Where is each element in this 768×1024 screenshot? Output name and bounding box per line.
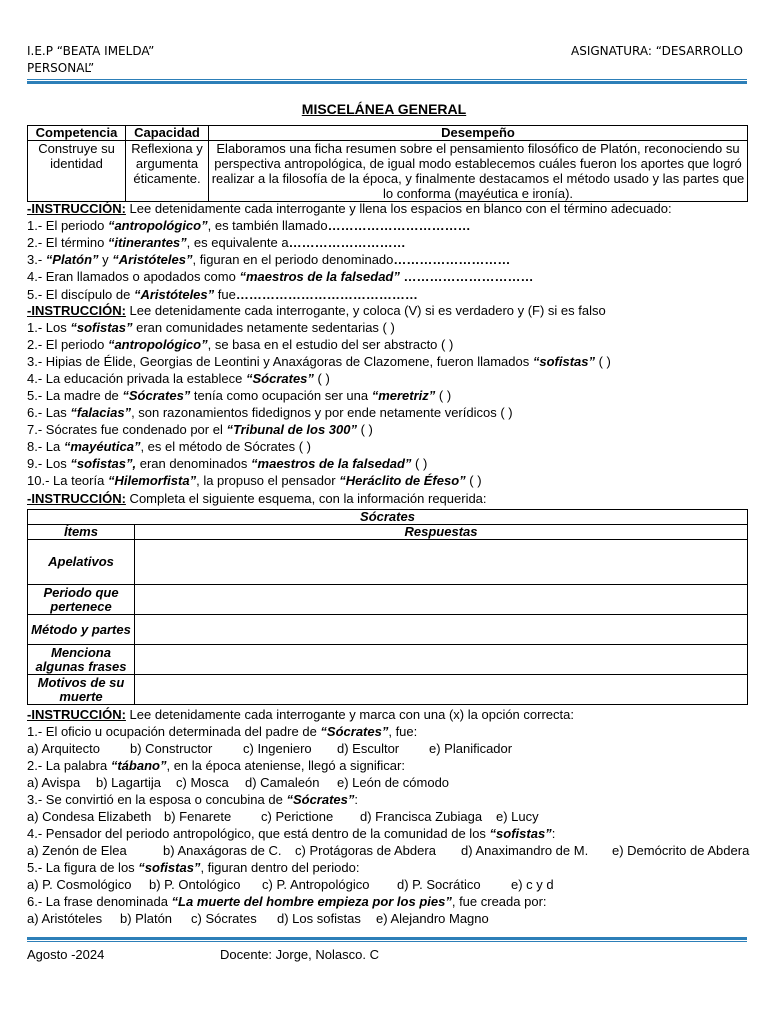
option[interactable]: e) Planificador xyxy=(429,741,513,756)
option[interactable]: b) P. Ontológico xyxy=(149,877,241,892)
col-desempeno: Desempeño xyxy=(209,126,748,141)
true-false-item: 9.- Los “sofistas”, eran denominados “maestros de la falsedad” ( ) xyxy=(27,456,428,471)
header-rule xyxy=(27,79,747,84)
option[interactable]: c) Protágoras de Abdera xyxy=(295,843,436,858)
fill-item: 4.- Eran llamados o apodados como “maestros de la falsedad” ………………………… xyxy=(27,269,534,284)
option[interactable]: d) Camaleón xyxy=(245,775,320,790)
answer-cell[interactable] xyxy=(135,675,748,705)
row-label: Método y partes xyxy=(28,615,135,645)
question: 4.- Pensador del periodo antropológico, que está dentro de la comunidad de los “sofistas”: xyxy=(27,826,556,841)
question: 5.- La figura de los “sofistas”, figuran dentro del periodo: xyxy=(27,860,360,875)
fill-item: 5.- El discípulo de “Aristóteles” fue…………………………………… xyxy=(27,287,418,302)
true-false-item: 6.- Las “falacias”, son razonamientos fidedignos y por ende netamente verídicos ( ) xyxy=(27,405,513,420)
socrates-table xyxy=(27,509,748,705)
option[interactable]: e) Alejandro Magno xyxy=(376,911,489,926)
option[interactable]: b) Constructor xyxy=(130,741,213,756)
true-false-item: 7.- Sócrates fue condenado por el “Tribunal de los 300” ( ) xyxy=(27,422,373,437)
subject-label-continued: PERSONAL” xyxy=(27,61,95,75)
options-row xyxy=(27,741,512,757)
col-answers: Respuestas xyxy=(135,525,748,540)
options-row xyxy=(27,877,554,893)
true-false-item: 8.- La “mayéutica”, es el método de Sócrates ( ) xyxy=(27,439,311,454)
page-title: MISCELÁNEA GENERAL xyxy=(301,101,467,117)
row-label: Motivos de su muerte xyxy=(28,675,135,705)
competencia-cell: Construye su identidad xyxy=(28,141,126,202)
col-items: Ítems xyxy=(28,525,135,540)
desempeno-cell: Elaboramos una ficha resumen sobre el pensamiento filosófico de Platón, reconociendo su perspectiva antropológica, de igual modo establecemos cuáles fueron los aportes que logró realizar a la filosofía de la época, y finalmente destacamos el método usado y las partes que lo conforma (mayéutica e ironía). xyxy=(209,141,748,202)
option[interactable]: e) León de cómodo xyxy=(337,775,450,790)
option[interactable]: e) Lucy xyxy=(496,809,539,824)
instruction-4: -INSTRUCCIÓN: Lee detenidamente cada interrogante y marca con una (x) la opción correcta: xyxy=(27,707,574,722)
true-false-item: 2.- El periodo “antropológico”, se basa en el estudio del ser abstracto ( ) xyxy=(27,337,454,352)
col-capacidad: Capacidad xyxy=(126,126,209,141)
footer-rule xyxy=(27,937,747,942)
row-label: Periodo que pertenece xyxy=(28,585,135,615)
option[interactable]: b) Fenarete xyxy=(164,809,232,824)
true-false-item: 5.- La madre de “Sócrates” tenía como ocupación ser una “meretriz” ( ) xyxy=(27,388,452,403)
option[interactable]: e) c y d xyxy=(511,877,554,892)
options-row xyxy=(27,843,749,859)
option[interactable]: c) P. Antropológico xyxy=(262,877,370,892)
option[interactable]: b) Platón xyxy=(120,911,173,926)
fill-item: 3.- “Platón” y “Aristóteles”, figuran en el periodo denominado……………………… xyxy=(27,252,511,267)
option[interactable]: c) Perictione xyxy=(261,809,334,824)
true-false-item: 1.- Los “sofistas” eran comunidades netamente sedentarias ( ) xyxy=(27,320,395,335)
instruction-1: -INSTRUCCIÓN: Lee detenidamente cada interrogante y llena los espacios en blanco con el término adecuado: xyxy=(27,201,672,216)
option[interactable]: a) Zenón de Elea xyxy=(27,843,127,858)
answer-cell[interactable] xyxy=(135,645,748,675)
true-false-item: 3.- Hipias de Élide, Georgias de Leontini y Anaxágoras de Clazomene, fueron llamados “sofistas” ( ) xyxy=(27,354,611,369)
footer-teacher: Docente: Jorge, Nolasco. C xyxy=(220,947,379,962)
option[interactable]: d) Francisca Zubiaga xyxy=(360,809,483,824)
option[interactable]: c) Sócrates xyxy=(191,911,257,926)
option[interactable]: b) Anaxágoras de C. xyxy=(163,843,282,858)
answer-cell[interactable] xyxy=(135,540,748,585)
option[interactable]: a) Avispa xyxy=(27,775,81,790)
option[interactable]: a) Condesa Elizabeth xyxy=(27,809,152,824)
option[interactable]: d) Anaximandro de M. xyxy=(461,843,589,858)
options-row xyxy=(27,809,539,825)
option[interactable]: a) P. Cosmológico xyxy=(27,877,132,892)
option[interactable]: c) Ingeniero xyxy=(243,741,312,756)
subject-label: ASIGNATURA: “DESARROLLO xyxy=(571,44,743,58)
option[interactable]: d) Los sofistas xyxy=(277,911,361,926)
options-row xyxy=(27,911,489,927)
options-row xyxy=(27,775,449,791)
fill-item: 2.- El término “itinerantes”, es equivalente a……………………… xyxy=(27,235,406,250)
true-false-item: 10.- La teoría “Hilemorfista”, la propuso el pensador “Heráclito de Éfeso” ( ) xyxy=(27,473,482,488)
instruction-2: -INSTRUCCIÓN: Lee detenidamente cada interrogante, y coloca (V) si es verdadero y (F) si es falso xyxy=(27,303,606,318)
col-competencia: Competencia xyxy=(28,126,126,141)
question: 1.- El oficio u ocupación determinada del padre de “Sócrates”, fue: xyxy=(27,724,418,739)
instruction-3: -INSTRUCCIÓN: Completa el siguiente esquema, con la información requerida: xyxy=(27,491,487,506)
question: 6.- La frase denominada “La muerte del hombre empieza por los pies”, fue creada por: xyxy=(27,894,547,909)
option[interactable]: c) Mosca xyxy=(176,775,229,790)
answer-cell[interactable] xyxy=(135,615,748,645)
option[interactable]: b) Lagartija xyxy=(96,775,162,790)
table-title: Sócrates xyxy=(28,510,748,525)
footer-date: Agosto -2024 xyxy=(27,947,105,962)
option[interactable]: d) Escultor xyxy=(337,741,400,756)
row-label: Apelativos xyxy=(28,540,135,585)
option[interactable]: a) Arquitecto xyxy=(27,741,100,756)
question: 2.- La palabra “tábano”, en la época ateniense, llegó a significar: xyxy=(27,758,405,773)
row-label: Menciona algunas frases xyxy=(28,645,135,675)
answer-cell[interactable] xyxy=(135,585,748,615)
competency-table xyxy=(27,125,748,202)
option[interactable]: a) Aristóteles xyxy=(27,911,103,926)
true-false-item: 4.- La educación privada la establece “Sócrates” ( ) xyxy=(27,371,330,386)
fill-item: 1.- El periodo “antropológico”, es también llamado…………………………… xyxy=(27,218,471,233)
school-name: I.E.P “BEATA IMELDA” xyxy=(27,44,155,58)
option[interactable]: e) Demócrito de Abdera xyxy=(612,843,750,858)
question: 3.- Se convirtió en la esposa o concubina de “Sócrates”: xyxy=(27,792,358,807)
option[interactable]: d) P. Socrático xyxy=(397,877,481,892)
capacidad-cell: Reflexiona y argumenta éticamente. xyxy=(126,141,209,202)
